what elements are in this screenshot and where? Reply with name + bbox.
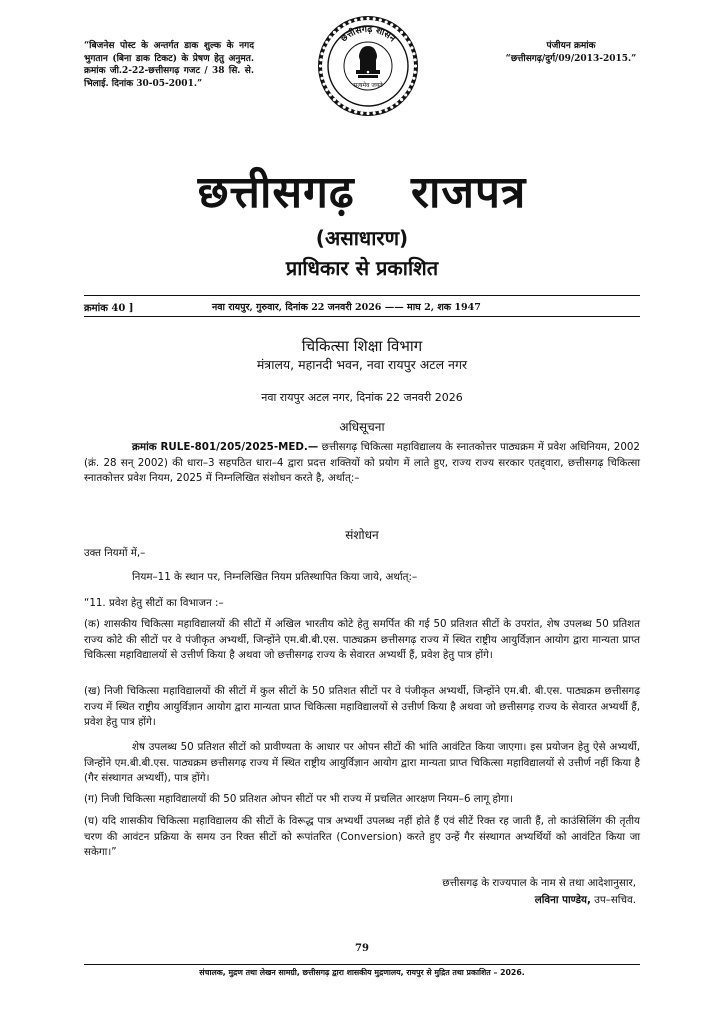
seal-edge-notch bbox=[395, 102, 398, 105]
intro-text: छत्तीसगढ़ चिकित्सा महाविद्यालय के स्नातकोत्तर पाठ्यक्रम में प्रवेश अधिनियम, 2002 (क्रं. 28 सन् 2002) की धारा–3 सहपठित धारा–4 द्वारा प्रदत्त शक्तियों को प्रयोग में लाते हुए, राज्य राज्य सरकार एतद्द्वारा, छत्तीसगढ़ चिकित्सा स्नातकोत्तर प्रवेश नियम, 2025 में निम्नलिखित संशोधन करते है, अर्थात्:– bbox=[84, 441, 640, 484]
seal-edge-notch bbox=[395, 27, 398, 30]
seal-edge-notch bbox=[412, 52, 415, 55]
seal-top-text: छत्तीसगढ़ शासन bbox=[339, 24, 397, 45]
seal-edge-notch bbox=[373, 111, 376, 114]
footer-divider bbox=[84, 964, 640, 965]
seal-edge-notch bbox=[379, 19, 382, 22]
seal-edge-notch bbox=[412, 77, 415, 80]
seal-edge-notch bbox=[366, 17, 369, 20]
department-name: चिकित्सा शिक्षा विभाग bbox=[301, 337, 423, 355]
seal-edge-notch bbox=[323, 83, 326, 86]
seal-edge-notch bbox=[325, 41, 328, 44]
clause-ka: (क) शासकीय चिकित्सा महाविद्यालयों की सीटों में अखिल भारतीय कोटे हेतु समर्पित की गई 50 प्रतिशत सीटों के उपरांत, शेष उपलब्ध 50 प्रतिशत राज्य कोटे की सीटों पर वे पंजीकृत अभ्यर्थी, जिन्होंने एम.बी.बी.एस. पाठ्यक्रम छत्तीसगढ़ राज्य में स्थित राष्ट्रीय आयुर्विज्ञान आयोग द्वारा मान्यता प्राप्त चिकित्सा महाविद्यालयों से उत्तीर्ण किया है अथवा जो छत्तीसगढ़ राज्य के सेवारत अभ्यर्थी हैं, प्रवेश हेतु पात्र होंगे। bbox=[84, 618, 640, 661]
seal-edge-notch bbox=[319, 64, 322, 67]
seal-edge-notch bbox=[390, 106, 393, 109]
seal-edge-notch bbox=[360, 17, 363, 20]
registration-block bbox=[486, 40, 656, 66]
issue-date: नवा रायपुर, गुरुवार, दिनांक 22 जनवरी 2026 —— माघ 2, शक 1947 bbox=[212, 302, 481, 313]
seal-edge-notch bbox=[414, 64, 417, 67]
seal-edge-notch bbox=[348, 21, 351, 24]
clause-kha-remaining-seats: शेष उपलब्ध 50 प्रतिशत सीटों को प्रावीण्यता के आधार पर ओपन सीटों की भांति आवंटित किया जाएगा। इस प्रयोजन हेतु ऐसे अभ्यर्थी, जिन्होंने एम.बी.बी.एस. पाठ्यक्रम छत्तीसगढ़ राज्य में स्थित राष्ट्रीय आयुर्विज्ञान आयोग द्वारा मान्यता प्राप्त चिकित्सा महाविद्यालयों से उत्तीर्ण नहीं किया है (गैर संस्थागत अभ्यर्थी), पात्र होंगे। bbox=[84, 741, 640, 784]
seal-edge-notch bbox=[333, 98, 336, 101]
signature-authority-line: छत्तीसगढ़ के राज्यपाल के नाम से तथा आदेशानुसार, bbox=[442, 877, 636, 889]
seal-edge-notch bbox=[410, 83, 413, 86]
seal-motto: सत्यमेव जयते bbox=[353, 82, 383, 89]
gazette-extraordinary: (असाधारण) bbox=[315, 226, 409, 250]
postal-permit-note: “बिजनेस पोस्ट के अन्तर्गत डाक शुल्क के नगद भुगतान (बिना डाक टिकट) के प्रेषण हेतु अनुमत. क्रमांक जी.2-22-छत्तीसगढ़ गजट / 38 सि. से. भिलाई. दिनांक 30-05-2001.” bbox=[84, 41, 254, 89]
department-address: मंत्रालय, महानदी भवन, नवा रायपुर अटल नगर bbox=[256, 357, 468, 372]
seal-edge-notch bbox=[333, 31, 336, 34]
seal-edge-notch bbox=[337, 27, 340, 30]
gazette-authority: प्राधिकार से प्रकाशित bbox=[285, 256, 439, 280]
seal-edge-notch bbox=[390, 23, 393, 26]
rule11-replacement-line: नियम–11 के स्थान पर, निम्नलिखित नियम प्रतिस्थापित किया जाये, अर्थात्:– bbox=[132, 571, 418, 583]
state-emblem-seal-icon bbox=[316, 14, 420, 118]
bottom-divider bbox=[84, 316, 640, 317]
seal-edge-notch bbox=[404, 35, 407, 38]
signature-block bbox=[340, 893, 636, 907]
clause-kha: (ख) निजी चिकित्सा महाविद्यालयों की सीटों में कुल सीटों के 50 प्रतिशत सीटों पर वे पंजीकृत अभ्यर्थी, जिन्होंने एम.बी. बी.एस. पाठ्यक्रम छत्तीसगढ़ राज्य में स्थित राष्ट्रीय आयुर्विज्ञान आयोग द्वारा मान्यता प्राप्त चिकित्सा महाविद्यालयों से उत्तीर्ण किया है अथवा जो छत्तीसगढ़ राज्य के सेवारत अभ्यर्थी हैं, प्रवेश हेतु पात्र होंगे। bbox=[84, 685, 640, 728]
seal-edge-notch bbox=[348, 108, 351, 111]
signatory-name: लविना पाण्डेय, bbox=[534, 894, 591, 906]
seal-edge-notch bbox=[323, 46, 326, 49]
seal-edge-notch bbox=[385, 108, 388, 111]
seal-edge-notch bbox=[400, 31, 403, 34]
seal-edge-notch bbox=[325, 88, 328, 91]
printer-footer: संचालक, मुद्रण तथा लेखन सामग्री, छत्तीसगढ़ द्वारा शासकीय मुद्रणालय, रायपुर से मुद्रित तथा प्रकाशित – 2026. bbox=[199, 968, 525, 977]
seal-edge-notch bbox=[337, 102, 340, 105]
seal-edge-notch bbox=[329, 35, 332, 38]
seal-edge-notch bbox=[366, 112, 369, 115]
seal-edge-notch bbox=[343, 106, 346, 109]
seal-edge-notch bbox=[385, 21, 388, 24]
rule11-heading: “11. प्रवेश हेतु सीटों का विभाजन :– bbox=[84, 597, 224, 609]
seal-edge-notch bbox=[408, 41, 411, 44]
seal-edge-notch bbox=[329, 93, 332, 96]
signatory-title: उप–सचिव. bbox=[590, 894, 636, 906]
seal-edge-notch bbox=[400, 98, 403, 101]
seal-edge-notch bbox=[319, 71, 322, 74]
registration-label: पंजीयन क्रमांक bbox=[546, 41, 596, 51]
seal-edge-notch bbox=[354, 19, 357, 22]
seal-edge-notch bbox=[379, 110, 382, 113]
seal-edge-notch bbox=[360, 111, 363, 114]
place-date: नवा रायपुर अटल नगर, दिनांक 22 जनवरी 2026 bbox=[261, 391, 463, 404]
in-rules-line: उक्त नियमों में,– bbox=[84, 547, 146, 559]
seal-edge-notch bbox=[319, 58, 322, 61]
seal-edge-notch bbox=[354, 110, 357, 113]
seal-edge-notch bbox=[408, 88, 411, 91]
seal-edge-notch bbox=[404, 93, 407, 96]
intro-paragraph bbox=[84, 440, 640, 487]
seal-edge-notch bbox=[343, 23, 346, 26]
registration-number: “छत्तीसगढ़/दुर्ग/09/2013-2015.” bbox=[505, 54, 637, 64]
gazette-title: छत्तीसगढ़ राजपत्र bbox=[197, 167, 527, 218]
notification-heading: अधिसूचना bbox=[339, 420, 385, 434]
seal-edge-notch bbox=[413, 71, 416, 74]
seal-edge-notch bbox=[321, 52, 324, 55]
notification-reference: क्रमांक RULE-801/205/2025-MED.— bbox=[132, 441, 319, 453]
issue-number: क्रमांक 40 ] bbox=[84, 303, 134, 314]
page-number: 79 bbox=[355, 943, 369, 954]
seal-edge-notch bbox=[321, 77, 324, 80]
seal-edge-notch bbox=[413, 58, 416, 61]
seal-edge-notch bbox=[410, 46, 413, 49]
seal-edge-notch bbox=[373, 17, 376, 20]
top-divider bbox=[84, 295, 640, 296]
clause-gha: (घ) यदि शासकीय चिकित्सा महाविद्यालय की सीटों के विरूद्ध पात्र अभ्यर्थी उपलब्ध नहीं होते हैं एवं सीटें रिक्त रह जाती हैं, तो काउंसिलिंग की तृतीय चरण की आवंटन प्रक्रिया के समय उन रिक्त सीटों को रूपांतरित (Conversion) करते हुए उन्हें गैर संस्थागत अभ्यर्थियों को आवंटित किया जा सकेगा।” bbox=[84, 815, 640, 858]
clause-ga: (ग) निजी चिकित्सा महाविद्यालयों की 50 प्रतिशत ओपन सीटों पर भी राज्य में प्रचलित आरक्षण नियम–6 लागू होगा। bbox=[84, 793, 513, 805]
amendment-heading: संशोधन bbox=[345, 528, 379, 542]
